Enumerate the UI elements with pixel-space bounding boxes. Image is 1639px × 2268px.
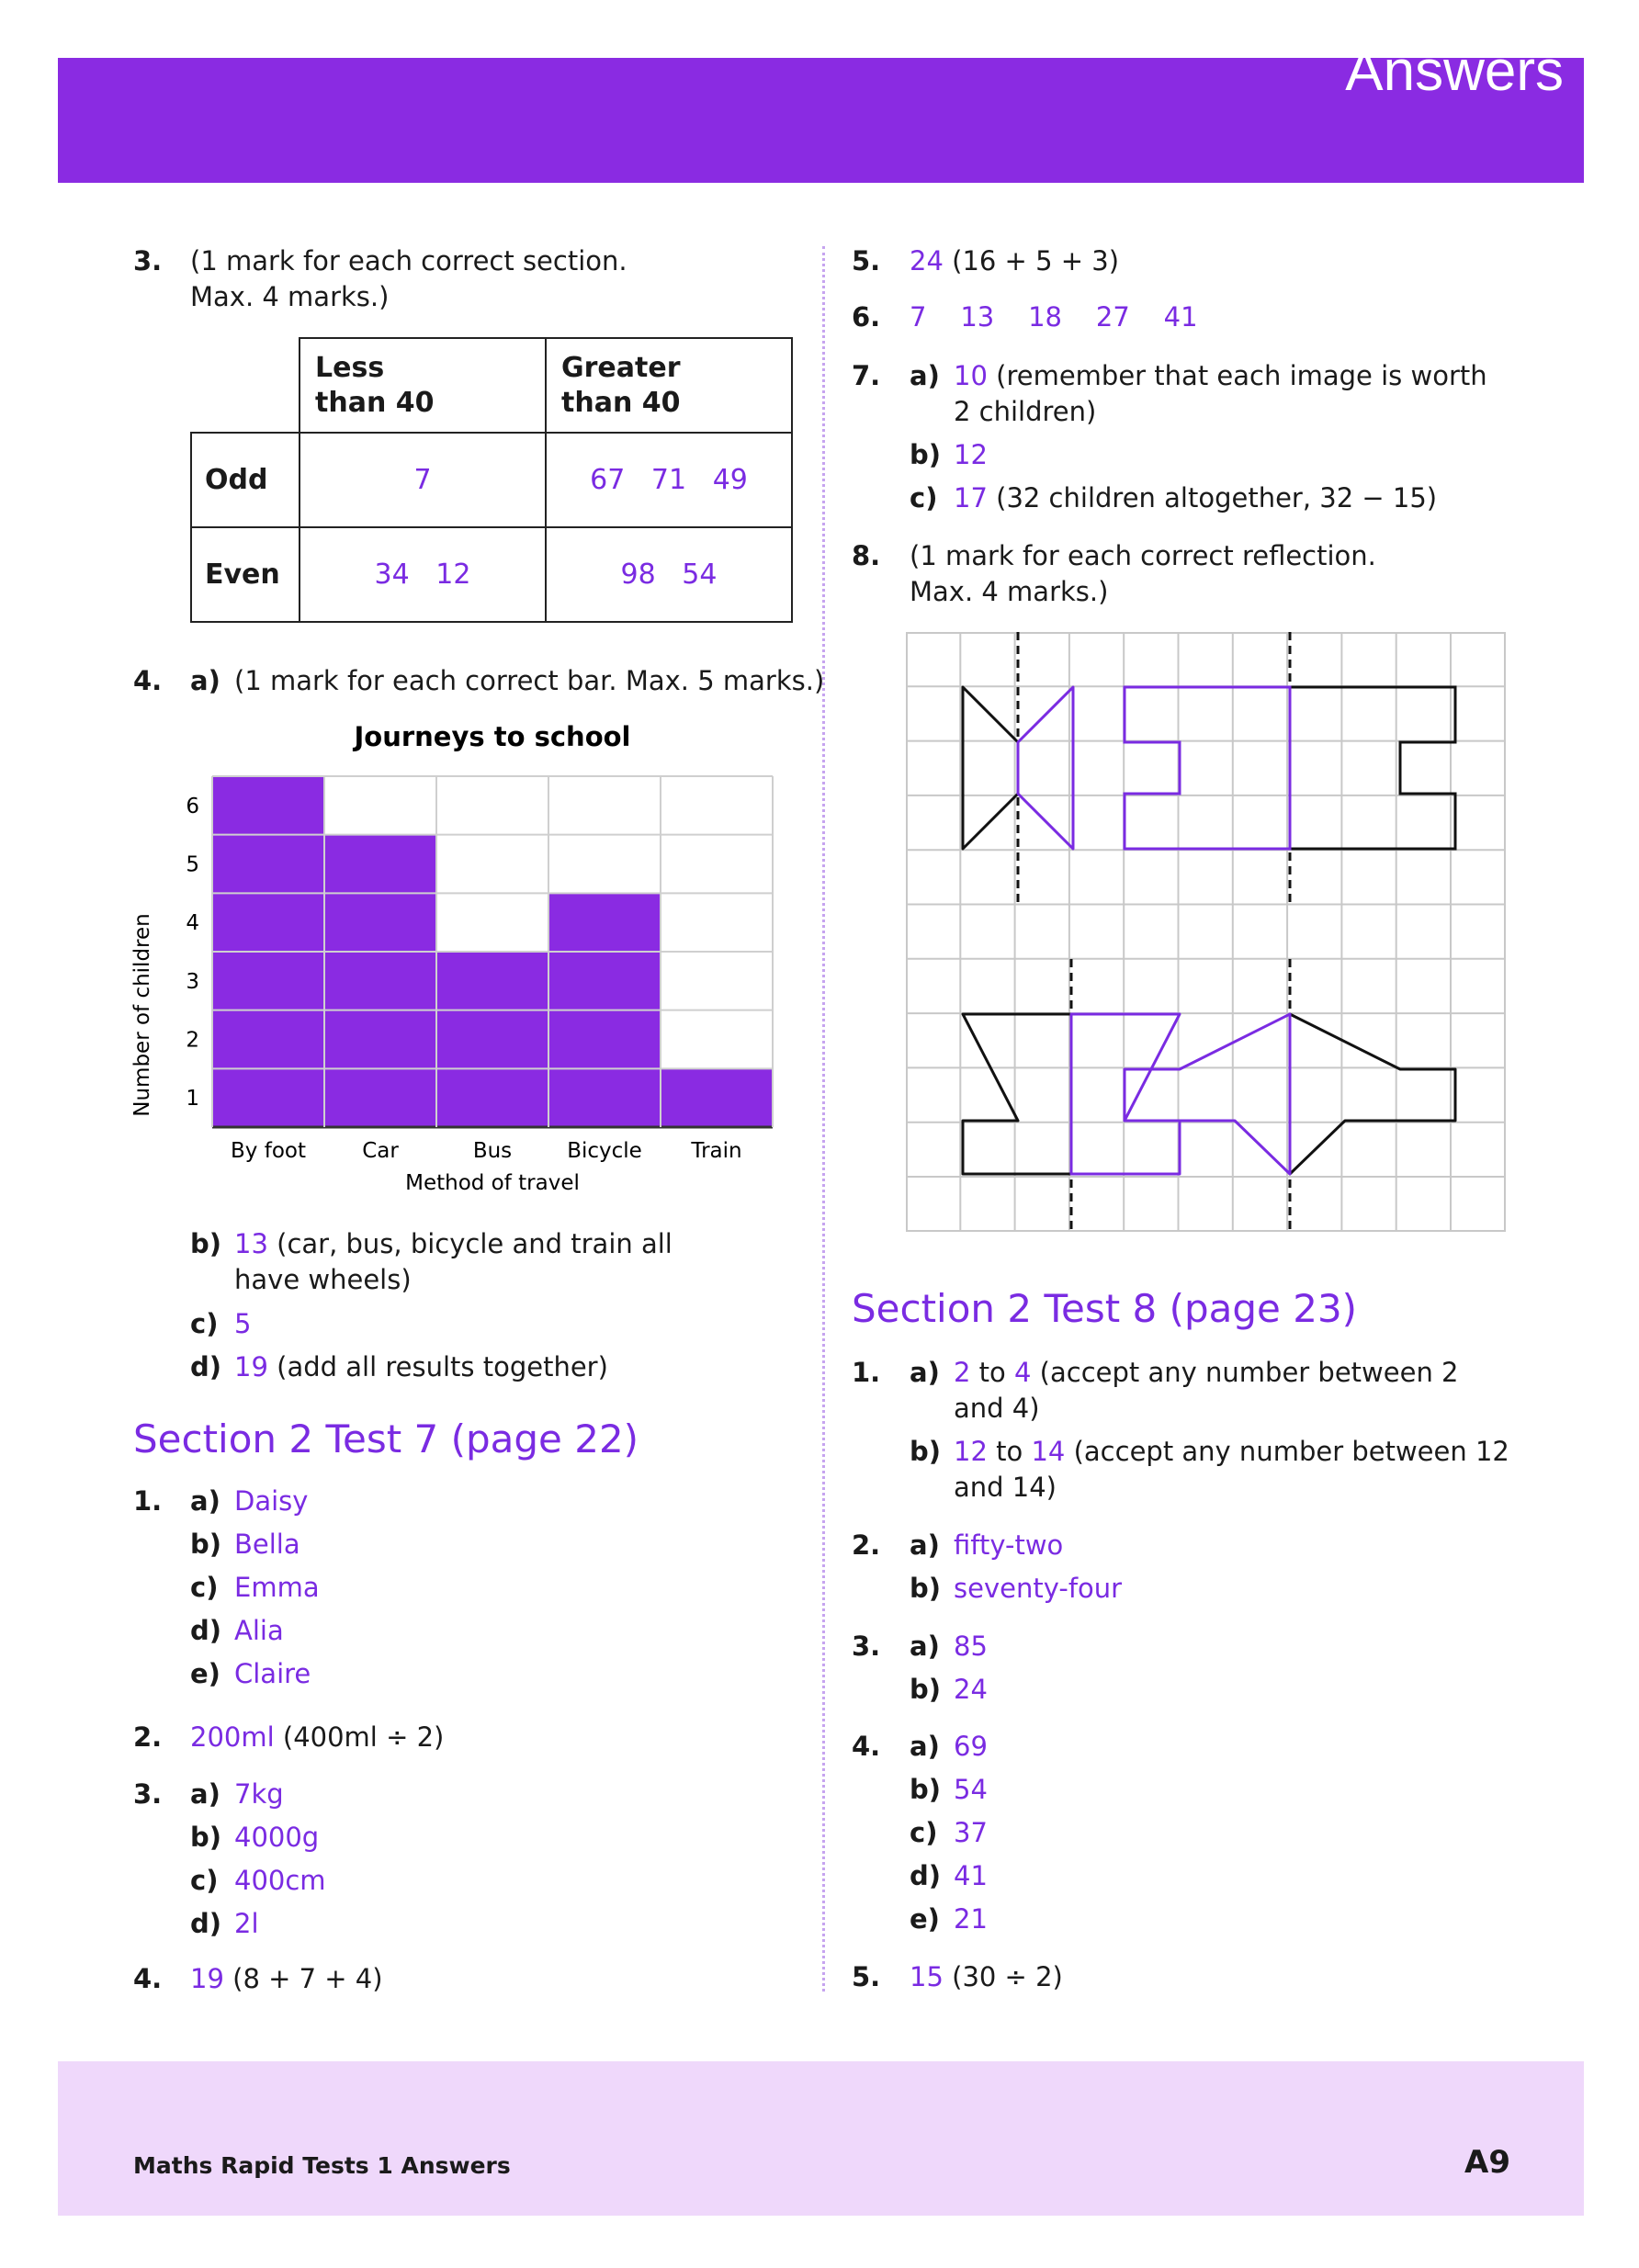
t8-q4-list xyxy=(910,1728,988,1944)
shape3-original xyxy=(963,1014,1071,1174)
page-title: Answers xyxy=(1345,39,1564,103)
table-corner xyxy=(191,338,300,433)
t8-q2-item-a xyxy=(910,1527,1122,1570)
q7a-label: a) xyxy=(910,360,940,391)
cell-even-greater: 98 54 xyxy=(546,527,792,622)
t8-q3-item-b xyxy=(910,1671,988,1714)
item-label: c) xyxy=(190,1572,219,1603)
item-label: a) xyxy=(190,1485,220,1517)
t8-q1b-answer-low: 12 xyxy=(954,1436,988,1467)
shape1-original xyxy=(963,687,1018,849)
shape1-reflection xyxy=(1018,687,1073,849)
t7-q4-text: (8 + 7 + 4) xyxy=(223,1963,383,1994)
item-answer: 69 xyxy=(954,1731,988,1762)
q4b-text-line2: have wheels) xyxy=(234,1264,412,1295)
q4b-text: (car, bus, bicycle and train all xyxy=(267,1228,673,1259)
t8-q4-item-d xyxy=(910,1857,988,1901)
t8-q3-list xyxy=(910,1628,988,1714)
item-label: a) xyxy=(910,1529,940,1561)
section-test8-heading: Section 2 Test 8 (page 23) xyxy=(852,1286,1358,1331)
q6-number: 6. xyxy=(852,301,881,333)
item-answer: 7kg xyxy=(234,1778,284,1810)
item-answer: 54 xyxy=(954,1774,988,1805)
item-answer: Emma xyxy=(234,1572,320,1603)
q3-instruction-line2: Max. 4 marks.) xyxy=(190,281,390,312)
item-answer: seventy-four xyxy=(954,1573,1123,1604)
shape2-original xyxy=(1290,687,1455,849)
t8-q1b-label: b) xyxy=(910,1436,942,1467)
q8-instruction-line1: (1 mark for each correct reflection. xyxy=(910,540,1376,571)
shape4-reflection xyxy=(1125,1014,1290,1174)
q7c-label: c) xyxy=(910,482,938,513)
q7b-label: b) xyxy=(910,439,942,470)
q4d-text: (add all results together) xyxy=(267,1351,608,1382)
t8-q5-answer-line xyxy=(910,1958,1063,1995)
q5-text: (16 + 5 + 3) xyxy=(943,245,1120,276)
x-tick-label: By foot xyxy=(231,1139,306,1163)
item-label: d) xyxy=(190,1615,222,1646)
item-answer: fifty-two xyxy=(954,1529,1064,1561)
t7-q1-item-c xyxy=(190,1569,320,1612)
q4-number: 4. xyxy=(133,665,163,696)
q3-number: 3. xyxy=(133,245,163,276)
t8-q1b-line2: and 14) xyxy=(954,1472,1057,1503)
footer-title: Maths Rapid Tests 1 Answers xyxy=(133,2152,511,2179)
t7-q1-item-e xyxy=(190,1655,320,1698)
t8-q1a-label: a) xyxy=(910,1357,940,1388)
t8-q4-number: 4. xyxy=(852,1731,881,1762)
q4c-label: c) xyxy=(190,1308,219,1339)
header-greater-than-40 xyxy=(546,338,792,433)
t7-q3-item-c xyxy=(190,1862,326,1905)
header-less-line2: than 40 xyxy=(315,386,435,419)
item-answer: 21 xyxy=(954,1903,988,1935)
t7-q3-item-a xyxy=(190,1776,326,1819)
shape2-reflection xyxy=(1125,687,1290,849)
t7-q4-answer: 19 xyxy=(190,1963,224,1994)
t8-q1a-to: to xyxy=(970,1357,1015,1388)
q3-instruction-line1: (1 mark for each correct section. xyxy=(190,245,627,276)
item-answer: Claire xyxy=(234,1658,311,1689)
q4d-answer-line xyxy=(234,1348,608,1385)
y-tick-label: 6 xyxy=(186,794,199,818)
q4c-answer: 5 xyxy=(234,1308,252,1339)
item-label: b) xyxy=(910,1774,942,1805)
q8-instruction-line2: Max. 4 marks.) xyxy=(910,576,1109,607)
q7a-answer: 10 xyxy=(954,360,988,391)
t8-q5-answer: 15 xyxy=(910,1961,944,1992)
item-answer: 85 xyxy=(954,1630,988,1662)
t7-q3-list xyxy=(190,1776,326,1948)
t8-q1b-line1 xyxy=(954,1433,1509,1470)
q4d-answer: 19 xyxy=(234,1351,268,1382)
t7-q4-number: 4. xyxy=(133,1963,163,1994)
x-tick-label: Bus xyxy=(472,1139,513,1163)
q6-answer: 7 13 18 27 41 xyxy=(910,301,1198,333)
y-tick-label: 3 xyxy=(186,969,199,994)
t8-q4-item-c xyxy=(910,1814,988,1857)
header-less-line1: Less xyxy=(315,351,385,384)
q4a-label: a) xyxy=(190,665,220,696)
shape4-original xyxy=(1290,1014,1455,1174)
item-answer: 4000g xyxy=(234,1822,320,1853)
t7-q3-item-d xyxy=(190,1905,326,1948)
y-tick-label: 1 xyxy=(186,1087,199,1111)
t7-q1-item-d xyxy=(190,1612,320,1655)
bar-train xyxy=(661,1068,773,1127)
y-tick-label: 4 xyxy=(186,911,199,936)
item-label: a) xyxy=(190,1778,220,1810)
header-greater-line2: than 40 xyxy=(561,386,681,419)
t7-q4-answer-line xyxy=(190,1960,383,1997)
item-answer: Daisy xyxy=(234,1485,309,1517)
t8-q4-item-e xyxy=(910,1901,988,1944)
t7-q3-number: 3. xyxy=(133,1778,163,1810)
item-label: c) xyxy=(910,1817,938,1848)
journeys-bar-chart xyxy=(119,707,799,1203)
header-greater-line1: Greater xyxy=(561,351,681,384)
t8-q1b-answer-high: 14 xyxy=(1031,1436,1066,1467)
q4b-answer-line1 xyxy=(234,1225,673,1262)
chart-y-axis-title: Number of children xyxy=(130,913,154,1117)
footer-band xyxy=(58,2061,1584,2216)
odd-even-table xyxy=(190,337,793,623)
item-label: d) xyxy=(190,1908,222,1939)
y-tick-label: 2 xyxy=(186,1028,199,1053)
t7-q1-item-b xyxy=(190,1526,320,1569)
t8-q1a-line2: and 4) xyxy=(954,1393,1040,1424)
t8-q2-list xyxy=(910,1527,1122,1613)
column-divider xyxy=(822,246,825,1992)
t8-q3-number: 3. xyxy=(852,1630,881,1662)
t8-q2-number: 2. xyxy=(852,1529,881,1561)
row-label-even: Even xyxy=(191,527,300,622)
q5-answer: 24 xyxy=(910,245,944,276)
x-tick-label: Train xyxy=(691,1139,742,1163)
item-answer: 37 xyxy=(954,1817,988,1848)
t7-q2-number: 2. xyxy=(133,1721,163,1753)
item-answer: 41 xyxy=(954,1860,988,1891)
t8-q1a-answer-low: 2 xyxy=(954,1357,971,1388)
t8-q4-item-b xyxy=(910,1771,988,1814)
cell-odd-less: 7 xyxy=(300,433,546,527)
item-label: e) xyxy=(190,1658,220,1689)
item-label: b) xyxy=(190,1529,222,1560)
item-answer: 400cm xyxy=(234,1865,326,1896)
t8-q4-item-a xyxy=(910,1728,988,1771)
q5-number: 5. xyxy=(852,245,881,276)
header-less-than-40 xyxy=(300,338,546,433)
item-label: a) xyxy=(910,1630,940,1662)
q7a-answer-line1 xyxy=(954,357,1487,394)
reflection-grid xyxy=(906,632,1509,1235)
t7-q1-number: 1. xyxy=(133,1485,163,1517)
q7c-text: (32 children altogether, 32 − 15) xyxy=(987,482,1438,513)
q7c-answer: 17 xyxy=(954,482,988,513)
q4b-answer: 13 xyxy=(234,1228,268,1259)
t8-q1b-text: (accept any number between 12 xyxy=(1065,1436,1509,1467)
x-tick-label: Car xyxy=(362,1139,399,1163)
q7a-text: (remember that each image is worth xyxy=(987,360,1487,391)
t7-q2-answer: 200ml xyxy=(190,1721,275,1753)
q7c-answer-line xyxy=(954,480,1437,516)
t8-q1a-answer-high: 4 xyxy=(1014,1357,1032,1388)
t8-q1a-text: (accept any number between 2 xyxy=(1031,1357,1459,1388)
q7-number: 7. xyxy=(852,360,881,391)
section-test7-heading: Section 2 Test 7 (page 22) xyxy=(133,1416,639,1461)
t8-q5-text: (30 ÷ 2) xyxy=(943,1961,1063,1992)
x-tick-label: Bicycle xyxy=(567,1139,642,1163)
cell-odd-greater: 67 71 49 xyxy=(546,433,792,527)
chart-x-axis-title: Method of travel xyxy=(405,1171,580,1195)
item-label: d) xyxy=(910,1860,942,1891)
t8-q1-number: 1. xyxy=(852,1357,881,1388)
t8-q2-item-b xyxy=(910,1570,1122,1613)
q5-answer-line xyxy=(910,243,1119,279)
item-label: b) xyxy=(190,1822,222,1853)
q7a-text-line2: 2 children) xyxy=(954,396,1097,427)
item-label: a) xyxy=(910,1731,940,1762)
item-answer: 24 xyxy=(954,1674,988,1705)
q4a-text: (1 mark for each correct bar. Max. 5 marks.) xyxy=(234,665,825,696)
t7-q1-item-a xyxy=(190,1483,320,1526)
q8-number: 8. xyxy=(852,540,881,571)
item-label: c) xyxy=(190,1865,219,1896)
t7-q3-item-b xyxy=(190,1819,326,1862)
y-tick-label: 5 xyxy=(186,852,199,877)
item-answer: Bella xyxy=(234,1529,300,1560)
bar-car xyxy=(324,835,436,1127)
item-label: b) xyxy=(910,1674,942,1705)
row-label-odd: Odd xyxy=(191,433,300,527)
t7-q2-text: (400ml ÷ 2) xyxy=(274,1721,445,1753)
bar-bus xyxy=(436,952,548,1127)
q4d-label: d) xyxy=(190,1351,222,1382)
t8-q3-item-a xyxy=(910,1628,988,1671)
q7b-answer: 12 xyxy=(954,439,988,470)
q4b-label: b) xyxy=(190,1228,222,1259)
item-label: b) xyxy=(910,1573,942,1604)
item-label: e) xyxy=(910,1903,940,1935)
t7-q2-answer-line xyxy=(190,1719,444,1755)
t7-q1-list xyxy=(190,1483,320,1698)
item-answer: 2l xyxy=(234,1908,259,1939)
page-number: A9 xyxy=(1464,2144,1510,2181)
cell-even-less: 34 12 xyxy=(300,527,546,622)
item-answer: Alia xyxy=(234,1615,284,1646)
t8-q1a-line1 xyxy=(954,1354,1459,1391)
t8-q5-number: 5. xyxy=(852,1961,881,1992)
t8-q1b-to: to xyxy=(987,1436,1032,1467)
chart-title: Journeys to school xyxy=(354,721,631,752)
